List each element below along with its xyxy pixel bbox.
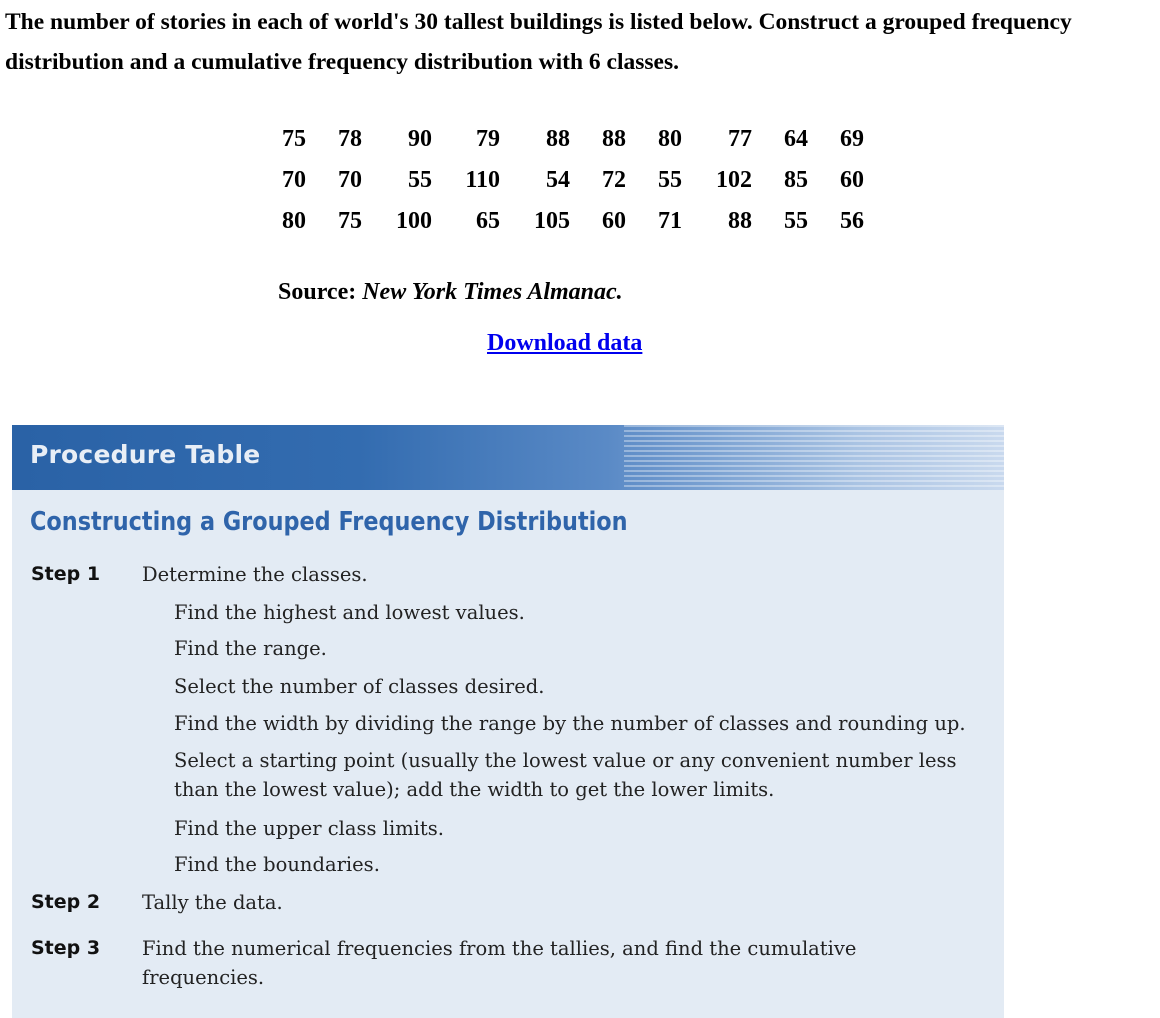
data-cell: 70: [338, 167, 362, 193]
data-cell: 60: [840, 167, 864, 193]
data-cell: 102: [716, 167, 752, 193]
data-cell: 72: [602, 167, 626, 193]
data-cell: 77: [728, 126, 752, 152]
step-1-substep: Select the number of classes desired.: [174, 675, 545, 698]
data-cell: 56: [840, 208, 864, 234]
procedure-header: [12, 425, 1004, 490]
step-1-substep: Find the boundaries.: [174, 853, 380, 876]
step-1-substep: Find the range.: [174, 637, 327, 660]
data-cell: 69: [840, 126, 864, 152]
data-cell: 70: [282, 167, 306, 193]
procedure-table: [12, 425, 1004, 1018]
header-stripes: [624, 425, 1004, 490]
procedure-title: Procedure Table: [30, 440, 261, 469]
data-cell: 60: [602, 208, 626, 234]
step-1-substep: Find the highest and lowest values.: [174, 601, 525, 624]
step-3-text: Find the numerical frequencies from the tallies, and find the cumulative frequencies.: [142, 937, 857, 989]
step-1-substep: Select a starting point (usually the lowest value or any convenient number less than the lowest value); add the width to get the lower limits.: [174, 749, 957, 801]
data-row: [268, 160, 864, 201]
step-2-label: Step 2: [31, 891, 101, 913]
data-cell: 55: [784, 208, 808, 234]
question-text: The number of stories in each of world's 30 tallest buildings is listed below. Construct a grouped frequency distribution and a cumulative frequency distribution with 6 classes.: [5, 9, 1072, 75]
data-row: [268, 119, 864, 160]
step-1-substep: Find the width by dividing the range by the number of classes and rounding up.: [174, 712, 966, 735]
data-row: [268, 201, 864, 242]
download-data-link[interactable]: Download data: [487, 330, 643, 356]
data-cell: 55: [658, 167, 682, 193]
step-2-text: Tally the data.: [142, 891, 283, 914]
procedure-subtitle: Constructing a Grouped Frequency Distribution: [30, 507, 628, 537]
source-value: New York Times Almanac.: [362, 279, 623, 305]
data-cell: 75: [338, 208, 362, 234]
data-cell: 90: [408, 126, 432, 152]
data-cell: 54: [546, 167, 570, 193]
data-cell: 105: [534, 208, 570, 234]
data-cell: 85: [784, 167, 808, 193]
data-cell: 110: [465, 167, 500, 193]
data-cell: 75: [282, 126, 306, 152]
data-cell: 64: [784, 126, 808, 152]
data-table: [268, 119, 864, 242]
data-cell: 55: [408, 167, 432, 193]
data-cell: 88: [602, 126, 626, 152]
data-cell: 80: [282, 208, 306, 234]
data-cell: 88: [546, 126, 570, 152]
data-cell: 78: [338, 126, 362, 152]
step-3-label: Step 3: [31, 937, 101, 959]
step-1-label: Step 1: [31, 563, 101, 585]
source-label: Source:: [278, 279, 357, 305]
data-cell: 100: [396, 208, 432, 234]
step-1-substep: Find the upper class limits.: [174, 817, 444, 840]
data-cell: 65: [476, 208, 500, 234]
data-cell: 79: [476, 126, 500, 152]
step-1-text: Determine the classes.: [142, 563, 368, 586]
source-line: [278, 279, 623, 306]
data-cell: 80: [658, 126, 682, 152]
data-cell: 71: [658, 208, 682, 234]
data-cell: 88: [728, 208, 752, 234]
